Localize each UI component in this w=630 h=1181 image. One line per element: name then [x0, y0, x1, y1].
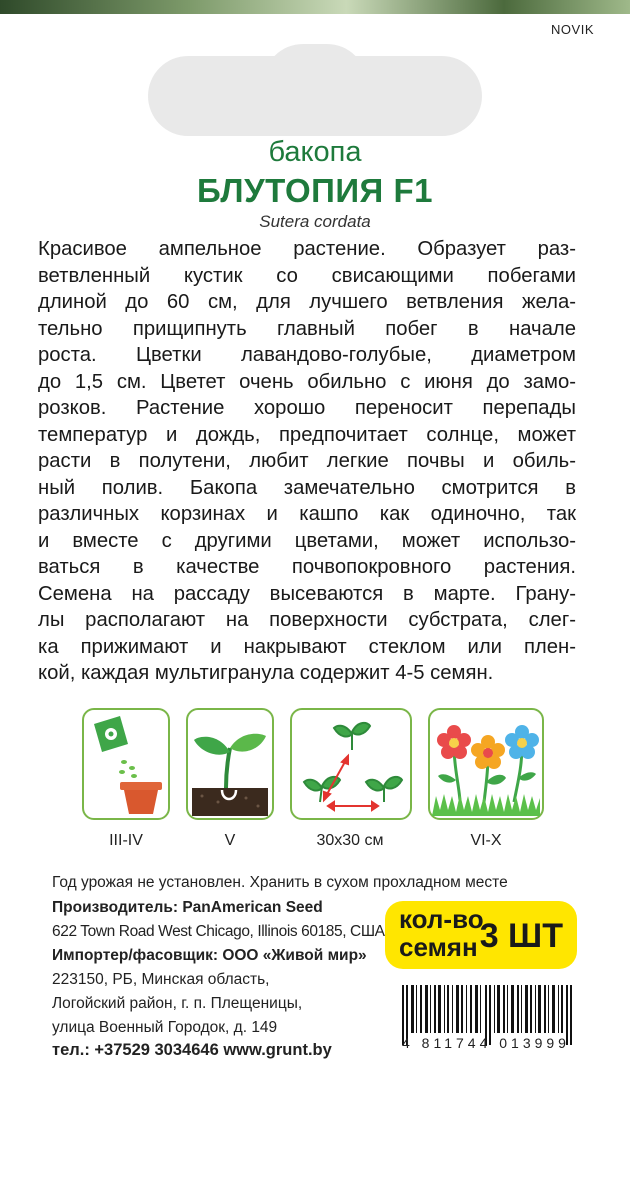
contacts: тел.: +37529 3034646 www.grunt.by [52, 1041, 332, 1059]
description-line: различных корзинах и кашпо как одиночно, так [38, 503, 576, 525]
description-line: до 1,5 см. Цветет очень обильно с июня до замо- [38, 370, 576, 393]
description-line: ветвленный кустик со свисающими побегами [38, 264, 576, 287]
manufacturer-address: 622 Town Road West Chicago, Illinois 60185, США [52, 923, 385, 940]
description-line: длиной до 60 см, для лучшего ветвления желa- [38, 291, 576, 313]
importer: Импортер/фасовщик: ООО «Живой мир» [52, 947, 367, 964]
flowers-icon [428, 708, 544, 820]
badge-line-1: кол-во [399, 904, 484, 934]
sowing-pot-icon [82, 708, 170, 820]
importer-address-line: улица Военный Городок, д. 149 [52, 1019, 278, 1036]
importer-address-line: Логойский район, г. п. Плещеницы, [52, 995, 303, 1012]
seedling-period-label: V [224, 832, 236, 849]
description-line: Красивое ампельное растение. Образует раз- [38, 238, 576, 260]
spacing-label: 30x30 см [316, 832, 384, 849]
spacing-icon [290, 708, 412, 820]
manufacturer: Производитель: PanAmerican Seed [52, 899, 323, 916]
seed-quantity: 3 ШТ [479, 917, 563, 955]
description [38, 236, 576, 687]
latin-name: Sutera cordata [259, 212, 371, 231]
description-line: Семена на рассаду высеваются в марте. Грану- [38, 582, 576, 605]
description-line: лы располагают на поверхности субстрата, слег- [38, 609, 576, 631]
description-line: роста. Цветки лавандово-голубые, диаметром [38, 344, 576, 366]
description-line: температур и дождь, предпочитает солнце, может [38, 423, 576, 446]
product-type: бакопа [268, 136, 362, 168]
description-line: и вместе с другими цветами, может использо- [38, 529, 576, 552]
top-image-strip [0, 0, 630, 14]
badge-line-2: семян [399, 932, 478, 962]
description-line: ный полив. Бакопа замечательно смотрится в [38, 476, 576, 499]
packet-window [148, 56, 482, 136]
harvest-note: Год урожая не установлен. Хранить в сухом прохладном месте [52, 874, 508, 891]
importer-address-line: 223150, РБ, Минская область, [52, 971, 270, 988]
description-line: ка прижимают и накрывают стеклом или плен- [38, 635, 576, 658]
brand-label: NOVIK [551, 22, 594, 37]
seed-count-badge [385, 901, 577, 969]
product-title: БЛУТОПИЯ F1 [197, 172, 433, 209]
description-line: тельно прищипнуть главный побег в начале [38, 317, 576, 340]
sowing-period-label: III-IV [109, 832, 143, 849]
barcode-number: 4 811744 013999 [402, 1035, 570, 1051]
flowering-period-label: VI-X [470, 832, 502, 849]
description-line: розков. Растение хорошо переносит перепады [38, 397, 576, 419]
description-line: кой, каждая мультигранула содержит 4-5 семян. [38, 662, 494, 684]
description-line: ваться в качестве почвопокровного растения. [38, 556, 576, 578]
seedling-icon [186, 708, 274, 820]
description-line: расти в полутени, любит легкие почвы и обиль- [38, 450, 576, 472]
